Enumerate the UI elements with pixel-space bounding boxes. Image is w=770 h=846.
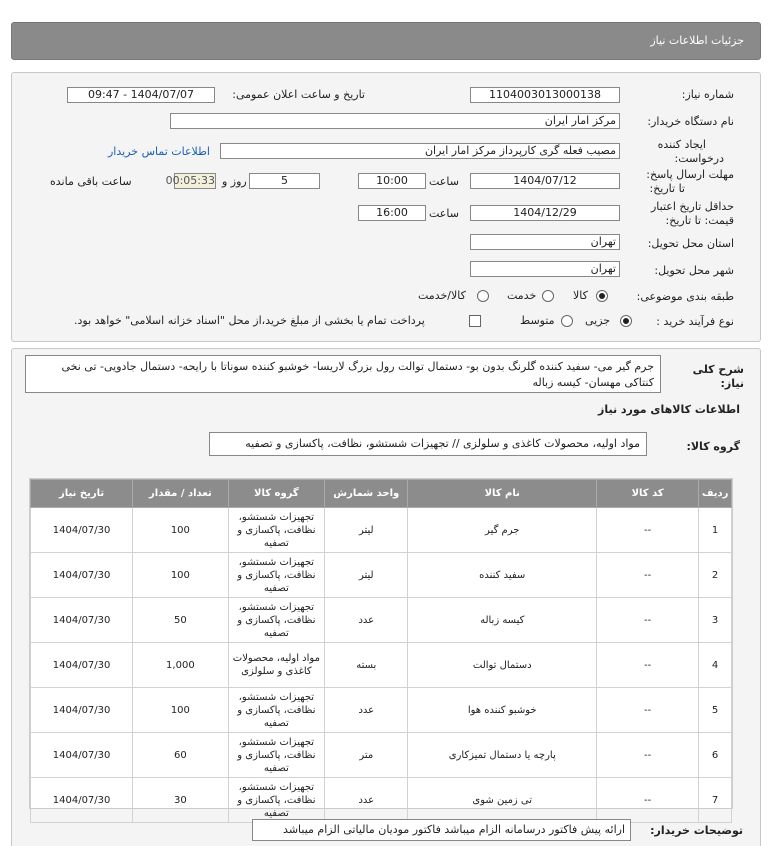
header-code[interactable]: کد کالا [597, 480, 699, 508]
category-radio-both[interactable] [477, 290, 489, 302]
cell-qty: 1,000 [133, 643, 228, 688]
days-field[interactable]: 5 [249, 173, 320, 189]
table-row[interactable] [31, 733, 732, 778]
buyer-contact-link[interactable]: اطلاعات تماس خریدار [108, 145, 210, 158]
cell-name: خوشبو کننده هوا [408, 688, 597, 733]
cell-group: تجهیزات شستشو، نظافت، پاکسازی و تصفیه [228, 733, 325, 778]
treasury-payment-note: پرداخت تمام یا بخشی از مبلغ خرید،از محل "اسناد خزانه اسلامی" خواهد بود. [74, 314, 425, 327]
announce-label: تاریخ و ساعت اعلان عمومی: [232, 88, 365, 101]
process-option-medium: متوسط [520, 314, 555, 327]
group-field: مواد اولیه، محصولات کاغذی و سلولزی // تجهیزات شستشو، نظافت، پاکسازی و تصفیه [209, 432, 647, 456]
process-option-minor: جزیی [585, 314, 611, 327]
cell-date: 1404/07/30 [31, 688, 133, 733]
table-row[interactable] [31, 553, 732, 598]
deadline-label: مهلت ارسال پاسخ: [646, 168, 734, 181]
need-number-label: شماره نیاز: [681, 88, 734, 101]
cell-date: 1404/07/30 [31, 508, 133, 553]
cell-unit: عدد [325, 778, 408, 823]
cell-code: -- [597, 643, 699, 688]
buyer-notes-field: ارائه پیش فاکتور درسامانه الزام میباشد فاکتور مودیان مالیاتی الزام میباشد [252, 819, 631, 841]
header-unit[interactable]: واحد شمارش [325, 480, 408, 508]
province-label: استان محل تحویل: [647, 237, 734, 250]
cell-unit: متر [325, 733, 408, 778]
buyer-label: نام دستگاه خریدار: [647, 115, 734, 128]
cell-date: 1404/07/30 [31, 598, 133, 643]
cell-code: -- [597, 778, 699, 823]
cell-name: دستمال توالت [408, 643, 597, 688]
header-idx[interactable]: ردیف [699, 480, 732, 508]
table-row[interactable] [31, 688, 732, 733]
province-field[interactable]: تهران [470, 234, 620, 250]
cell-code: -- [597, 733, 699, 778]
cell-unit: عدد [325, 598, 408, 643]
category-label: طبقه بندی موضوعی: [636, 290, 734, 303]
cell-code: -- [597, 553, 699, 598]
cell-date: 1404/07/30 [31, 553, 133, 598]
cell-name: جرم گیر [408, 508, 597, 553]
cell-date: 1404/07/30 [31, 643, 133, 688]
buyer-field[interactable]: مرکز امار ایران [170, 113, 620, 129]
cell-group: تجهیزات شستشو، نظافت، پاکسازی و تصفیه [228, 553, 325, 598]
need-number-field[interactable]: 1104003013000138 [470, 87, 620, 103]
header-date[interactable]: تاریخ نیاز [31, 480, 133, 508]
cell-group: مواد اولیه، محصولات کاغذی و سلولزی [228, 643, 325, 688]
cell-qty: 100 [133, 688, 228, 733]
remaining-time-field: 00:05:33 [165, 174, 215, 187]
category-radio-service[interactable] [542, 290, 554, 302]
cell-name: سفید کننده [408, 553, 597, 598]
group-label: گروه کالا: [686, 440, 740, 453]
city-label: شهر محل تحویل: [654, 264, 734, 277]
announce-field[interactable]: 1404/07/07 - 09:47 [67, 87, 215, 103]
cell-name: کیسه زباله [408, 598, 597, 643]
cell-idx: 3 [699, 598, 732, 643]
deadline-date-field[interactable]: 1404/07/12 [470, 173, 620, 189]
table-header-row [31, 480, 732, 508]
cell-date: 1404/07/30 [31, 733, 133, 778]
cell-group: تجهیزات شستشو، نظافت، پاکسازی و تصفیه [228, 598, 325, 643]
header-name[interactable]: نام کالا [408, 480, 597, 508]
cell-idx: 1 [699, 508, 732, 553]
cell-unit: لیتر [325, 553, 408, 598]
goods-info-title: اطلاعات کالاهای مورد نیاز [598, 403, 740, 416]
page-title: جزئیات اطلاعات نیاز [650, 34, 744, 47]
goods-table [29, 478, 733, 819]
validity-date-field[interactable]: 1404/12/29 [470, 205, 620, 221]
process-radio-minor[interactable] [620, 315, 632, 327]
cell-qty: 50 [133, 598, 228, 643]
cell-unit: بسته [325, 643, 408, 688]
header-qty[interactable]: تعداد / مقدار [133, 480, 228, 508]
cell-idx: 4 [699, 643, 732, 688]
cell-name: پارچه یا دستمال تمیزکاری [408, 733, 597, 778]
cell-unit: عدد [325, 688, 408, 733]
process-radio-medium[interactable] [561, 315, 573, 327]
validity-label-2: قیمت: تا تاریخ: [665, 214, 734, 227]
table-row[interactable] [31, 778, 732, 823]
cell-qty: 60 [133, 733, 228, 778]
summary-text: جرم گیر می- سفید کننده گلرنگ بدون بو- دستمال توالت رول بزرگ لاریسا- خوشبو کننده سوناتا با رایحه- دستمال جادویی- تی نخی کنتاکی مهسان- کیسه زباله [25, 355, 661, 393]
remaining-label: ساعت باقی مانده [50, 175, 132, 188]
creator-label-2: درخواست: [674, 152, 724, 165]
cell-code: -- [597, 598, 699, 643]
deadline-label-2: تا تاریخ: [649, 182, 685, 195]
cell-code: -- [597, 508, 699, 553]
cell-name: تی زمین شوی [408, 778, 597, 823]
cell-date: 1404/07/30 [31, 778, 133, 823]
creator-field[interactable]: مصیب فعله گری کارپرداز مرکز امار ایران [220, 143, 620, 159]
cell-group: تجهیزات شستشو، نظافت، پاکسازی و تصفیه [228, 778, 325, 823]
cell-qty: 30 [133, 778, 228, 823]
header-group[interactable]: گروه کالا [228, 480, 325, 508]
summary-label-2: نیاز: [720, 377, 744, 390]
buyer-notes-label: توضیحات خریدار: [650, 824, 743, 837]
deadline-time-field[interactable]: 10:00 [358, 173, 426, 189]
validity-time-field[interactable]: 16:00 [358, 205, 426, 221]
category-radio-goods[interactable] [596, 290, 608, 302]
deadline-time-label: ساعت [429, 175, 459, 188]
cell-qty: 100 [133, 553, 228, 598]
city-field[interactable]: تهران [470, 261, 620, 277]
treasury-payment-checkbox[interactable] [469, 315, 481, 327]
cell-code: -- [597, 688, 699, 733]
process-label: نوع فرآیند خرید : [656, 315, 734, 328]
summary-label: شرح کلی [692, 363, 744, 376]
category-option-both: کالا/خدمت [418, 289, 466, 302]
cell-idx: 2 [699, 553, 732, 598]
cell-group: تجهیزات شستشو، نظافت، پاکسازی و تصفیه [228, 508, 325, 553]
cell-qty: 100 [133, 508, 228, 553]
validity-label: حداقل تاریخ اعتبار [650, 200, 734, 213]
cell-idx: 5 [699, 688, 732, 733]
page-header [11, 22, 761, 60]
creator-label: ایجاد کننده [657, 138, 706, 151]
table-row[interactable] [31, 643, 732, 688]
cell-group: تجهیزات شستشو، نظافت، پاکسازی و تصفیه [228, 688, 325, 733]
cell-idx: 6 [699, 733, 732, 778]
cell-idx: 7 [699, 778, 732, 823]
cell-unit: لیتر [325, 508, 408, 553]
table-row[interactable] [31, 508, 732, 553]
table-row[interactable] [31, 598, 732, 643]
days-label: روز و [222, 175, 247, 188]
validity-time-label: ساعت [429, 207, 459, 220]
category-option-service: خدمت [507, 289, 537, 302]
category-option-goods: کالا [573, 289, 588, 302]
